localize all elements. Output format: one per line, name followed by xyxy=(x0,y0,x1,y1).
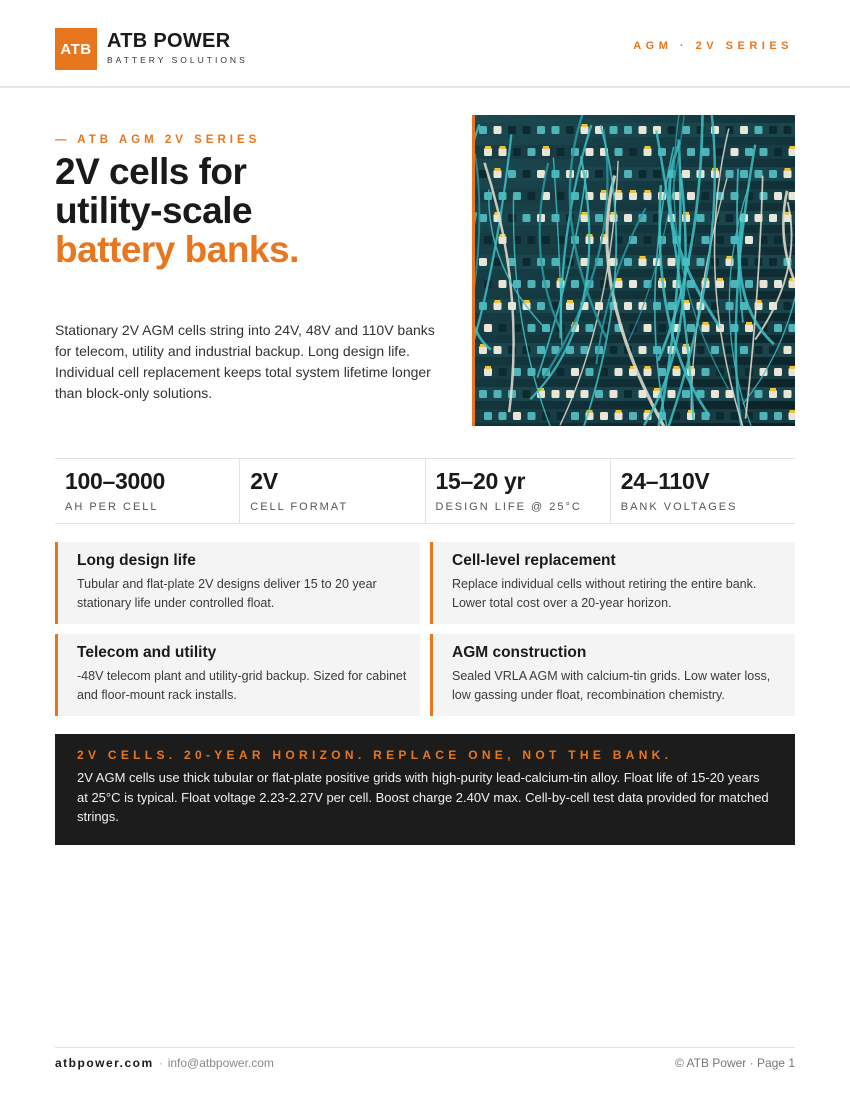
connector-port xyxy=(528,412,536,420)
connector-port xyxy=(774,148,782,156)
connector-port xyxy=(711,390,719,398)
connector-port xyxy=(557,192,565,200)
connector-port xyxy=(494,390,502,398)
connector-port xyxy=(784,302,792,310)
banner-text: 2V AGM cells use thick tubular or flat-plate positive grids with high-purity lead-calcium-tin alloy. Float life of 15-20 years at 25°C is typical. Float voltage 2.23-2.27V per cell. Boost charge 2.40V max. Cell-by-cell test data provided for matched strings. xyxy=(77,770,769,824)
connector-port xyxy=(774,280,782,288)
connector-port xyxy=(697,346,705,354)
connector-port xyxy=(760,148,768,156)
hero-eyebrow: — ATB AGM 2V SERIES xyxy=(55,134,261,146)
feature-text: Sealed VRLA AGM with calcium-tin grids. Low water loss, low gassing under float, recombination chemistry. xyxy=(452,669,771,702)
connector-port xyxy=(508,126,516,134)
connector-port xyxy=(484,368,492,376)
connector-tip xyxy=(645,190,651,193)
connector-port xyxy=(542,148,550,156)
connector-tip xyxy=(674,366,680,369)
callout-banner xyxy=(55,734,795,845)
connector-port xyxy=(508,170,516,178)
feature-title: Cell-level replacement xyxy=(452,552,616,569)
connector-port xyxy=(566,126,574,134)
connector-port xyxy=(755,346,763,354)
connector-port xyxy=(682,126,690,134)
connector-port xyxy=(615,148,623,156)
connector-port xyxy=(610,126,618,134)
connector-port xyxy=(784,390,792,398)
connector-port xyxy=(740,170,748,178)
connector-port xyxy=(566,302,574,310)
headline-line-2: utility-scale xyxy=(55,190,253,231)
connector-tip xyxy=(616,410,622,413)
connector-port xyxy=(789,192,796,200)
footer-copyright: © ATB Power · Page 1 xyxy=(674,1056,795,1070)
connector-port xyxy=(668,126,676,134)
connector-port xyxy=(716,236,724,244)
feature-card-telecom-utility xyxy=(55,634,420,716)
connector-port xyxy=(624,214,632,222)
connector-port xyxy=(769,390,777,398)
connector-port xyxy=(639,126,647,134)
connector-port xyxy=(610,346,618,354)
connector-port xyxy=(731,412,739,420)
connector-port xyxy=(484,236,492,244)
connector-port xyxy=(552,126,560,134)
connector-port xyxy=(523,390,531,398)
feature-card-cell-replacement xyxy=(430,542,795,624)
connector-tip xyxy=(485,366,491,369)
connector-port xyxy=(644,192,652,200)
connector-port xyxy=(552,390,560,398)
connector-port xyxy=(711,346,719,354)
footer-separator: · xyxy=(158,1056,163,1070)
connector-port xyxy=(523,126,531,134)
connector-port xyxy=(745,148,753,156)
connector-port xyxy=(537,126,545,134)
stats-bar xyxy=(55,458,795,524)
connector-port xyxy=(653,170,661,178)
connector-port xyxy=(629,148,637,156)
connector-port xyxy=(740,126,748,134)
series-label: AGM · 2V SERIES xyxy=(633,40,793,52)
connector-port xyxy=(745,236,753,244)
connector-port xyxy=(769,126,777,134)
connector-tip xyxy=(703,322,709,325)
connector-port xyxy=(702,192,710,200)
connector-port xyxy=(615,368,623,376)
connector-port xyxy=(552,170,560,178)
connector-port xyxy=(784,170,792,178)
connector-tip xyxy=(630,190,636,193)
brand-tagline: BATTERY SOLUTIONS xyxy=(107,55,248,65)
stat-bank-voltages xyxy=(610,459,795,523)
connector-port xyxy=(697,258,705,266)
connector-tip xyxy=(790,410,796,413)
connector-port xyxy=(499,280,507,288)
connector-port xyxy=(595,390,603,398)
stat-label: DESIGN LIFE @ 25°C xyxy=(435,501,582,513)
connector-port xyxy=(494,302,502,310)
hero-intro: Stationary 2V AGM cells string into 24V, 48V and 110V banks for telecom, utility and industrial backup. Long design life. Individual cell replacement keeps total system lifetime longer than block-only solutions. xyxy=(55,322,435,401)
connector-port xyxy=(726,214,734,222)
footer-site-link[interactable]: atbpower.com xyxy=(55,1056,154,1070)
connector-port xyxy=(542,236,550,244)
connector-port xyxy=(537,302,545,310)
connector-port xyxy=(494,126,502,134)
connector-port xyxy=(479,346,487,354)
connector-tip xyxy=(717,278,723,281)
headline-line-1: 2V cells for xyxy=(55,151,247,192)
connector-port xyxy=(769,214,777,222)
connector-port xyxy=(581,126,589,134)
feature-card-agm-construction xyxy=(430,634,795,716)
connector-port xyxy=(769,170,777,178)
connector-port xyxy=(494,170,502,178)
connector-port xyxy=(745,324,753,332)
connector-port xyxy=(629,192,637,200)
connector-port xyxy=(789,412,796,420)
connector-port xyxy=(479,258,487,266)
connector-port xyxy=(624,302,632,310)
connector-port xyxy=(523,214,531,222)
connector-port xyxy=(479,390,487,398)
connector-port xyxy=(745,368,753,376)
stat-value: 24–110V xyxy=(620,468,710,494)
page-header xyxy=(0,0,850,88)
connector-port xyxy=(552,214,560,222)
connector-port xyxy=(639,346,647,354)
stat-cell-format xyxy=(239,459,424,523)
connector-tip xyxy=(645,366,651,369)
banner-title: 2V CELLS. 20-YEAR HORIZON. REPLACE ONE, NOT THE BANK. xyxy=(77,748,673,762)
connector-port xyxy=(726,126,734,134)
connector-port xyxy=(508,214,516,222)
hero-headline xyxy=(55,152,299,269)
connector-tip xyxy=(567,300,573,303)
connector-port xyxy=(581,390,589,398)
connector-port xyxy=(586,368,594,376)
stat-value: 15–20 yr xyxy=(435,468,526,494)
connector-port xyxy=(789,324,796,332)
connector-port xyxy=(557,148,565,156)
connector-port xyxy=(755,170,763,178)
connector-tip xyxy=(645,410,651,413)
connector-port xyxy=(769,258,777,266)
connector-port xyxy=(687,148,695,156)
connector-port xyxy=(789,368,796,376)
connector-port xyxy=(697,214,705,222)
connector-tip xyxy=(790,146,796,149)
connector-port xyxy=(716,412,724,420)
stat-design-life xyxy=(425,459,610,523)
connector-tip xyxy=(495,168,501,171)
fiber-panel-illustration xyxy=(475,115,795,426)
connector-port xyxy=(615,412,623,420)
stat-label: CELL FORMAT xyxy=(250,501,349,513)
connector-port xyxy=(755,390,763,398)
connector-tip xyxy=(495,300,501,303)
connector-tip xyxy=(770,388,776,391)
connector-port xyxy=(523,258,531,266)
connector-tip xyxy=(746,322,752,325)
connector-port xyxy=(726,170,734,178)
feature-text: Tubular and flat-plate 2V designs deliver 15 to 20 year stationary life under controlled float. xyxy=(77,577,377,610)
connector-port xyxy=(571,280,579,288)
connector-port xyxy=(586,324,594,332)
connector-port xyxy=(528,148,536,156)
connector-port xyxy=(484,192,492,200)
connector-port xyxy=(629,412,637,420)
connector-port xyxy=(499,412,507,420)
connector-port xyxy=(639,170,647,178)
connector-port xyxy=(687,192,695,200)
connector-port xyxy=(774,368,782,376)
connector-port xyxy=(639,258,647,266)
connector-port xyxy=(528,192,536,200)
brand-name: ATB POWER xyxy=(107,30,231,52)
feature-title: AGM construction xyxy=(452,644,587,661)
connector-port xyxy=(658,324,666,332)
connector-port xyxy=(513,412,521,420)
stat-value: 100–3000 xyxy=(65,468,165,494)
connector-port xyxy=(668,258,676,266)
feature-text: -48V telecom plant and utility-grid backup. Sized for cabinet and floor-mount rack installs. xyxy=(77,669,407,702)
connector-port xyxy=(740,346,748,354)
connector-port xyxy=(479,126,487,134)
connector-port xyxy=(595,214,603,222)
connector-port xyxy=(702,236,710,244)
stat-value: 2V xyxy=(250,468,278,494)
connector-port xyxy=(484,412,492,420)
hero-image xyxy=(472,115,795,426)
connector-port xyxy=(494,346,502,354)
footer-email-link[interactable]: info@atbpower.com xyxy=(167,1056,274,1070)
connector-port xyxy=(760,412,768,420)
connector-port xyxy=(499,324,507,332)
connector-port xyxy=(682,170,690,178)
feature-title: Long design life xyxy=(77,552,196,569)
connector-port xyxy=(644,236,652,244)
connector-tip xyxy=(485,146,491,149)
connector-port xyxy=(484,324,492,332)
connector-tip xyxy=(645,146,651,149)
connector-port xyxy=(673,368,681,376)
connector-port xyxy=(774,192,782,200)
connector-port xyxy=(600,368,608,376)
connector-port xyxy=(629,280,637,288)
connector-port xyxy=(682,390,690,398)
feature-title: Telecom and utility xyxy=(77,644,217,661)
feature-text: Replace individual cells without retiring the entire bank. Lower total cost over a 20-year horizon. xyxy=(452,577,757,610)
connector-tip xyxy=(500,146,506,149)
connector-port xyxy=(789,148,796,156)
connector-tip xyxy=(543,146,549,149)
connector-port xyxy=(523,170,531,178)
stat-label: AH PER CELL xyxy=(65,501,159,513)
connector-port xyxy=(755,126,763,134)
connector-port xyxy=(740,258,748,266)
connector-port xyxy=(745,280,753,288)
connector-port xyxy=(499,148,507,156)
feature-card-design-life xyxy=(55,542,420,624)
connector-port xyxy=(484,148,492,156)
connector-port xyxy=(537,346,545,354)
connector-port xyxy=(760,192,768,200)
connector-port xyxy=(615,280,623,288)
stat-capacity xyxy=(55,459,239,523)
connector-port xyxy=(499,368,507,376)
connector-tip xyxy=(790,366,796,369)
page-footer xyxy=(55,1047,795,1070)
connector-port xyxy=(571,412,579,420)
connector-port xyxy=(668,390,676,398)
connector-port xyxy=(731,324,739,332)
connector-port xyxy=(537,170,545,178)
connector-port xyxy=(644,148,652,156)
connector-port xyxy=(624,170,632,178)
connector-port xyxy=(528,324,536,332)
connector-port xyxy=(595,170,603,178)
connector-port xyxy=(552,258,560,266)
connector-port xyxy=(716,280,724,288)
connector-port xyxy=(687,324,695,332)
connector-port xyxy=(513,368,521,376)
connector-port xyxy=(702,368,710,376)
connector-port xyxy=(479,170,487,178)
connector-tip xyxy=(654,388,660,391)
connector-port xyxy=(644,368,652,376)
connector-port xyxy=(528,236,536,244)
connector-port xyxy=(774,324,782,332)
connector-port xyxy=(600,412,608,420)
headline-accent: battery banks. xyxy=(55,229,299,270)
connector-port xyxy=(557,368,565,376)
connector-port xyxy=(624,258,632,266)
connector-tip xyxy=(601,190,607,193)
connector-tip xyxy=(640,256,646,259)
connector-port xyxy=(774,236,782,244)
connector-tip xyxy=(582,124,588,127)
connector-tip xyxy=(582,212,588,215)
connector-port xyxy=(644,324,652,332)
stat-label: BANK VOLTAGES xyxy=(620,501,738,513)
logo-mark: ATB xyxy=(55,28,97,70)
connector-port xyxy=(760,280,768,288)
connector-port xyxy=(624,390,632,398)
connector-port xyxy=(581,214,589,222)
connector-port xyxy=(624,126,632,134)
connector-port xyxy=(610,390,618,398)
connector-port xyxy=(513,148,521,156)
connector-port xyxy=(586,148,594,156)
connector-port xyxy=(774,412,782,420)
connector-port xyxy=(528,280,536,288)
connector-tip xyxy=(785,168,791,171)
connector-port xyxy=(702,324,710,332)
connector-port xyxy=(784,126,792,134)
connector-port xyxy=(784,346,792,354)
connector-port xyxy=(571,368,579,376)
connector-port xyxy=(731,148,739,156)
